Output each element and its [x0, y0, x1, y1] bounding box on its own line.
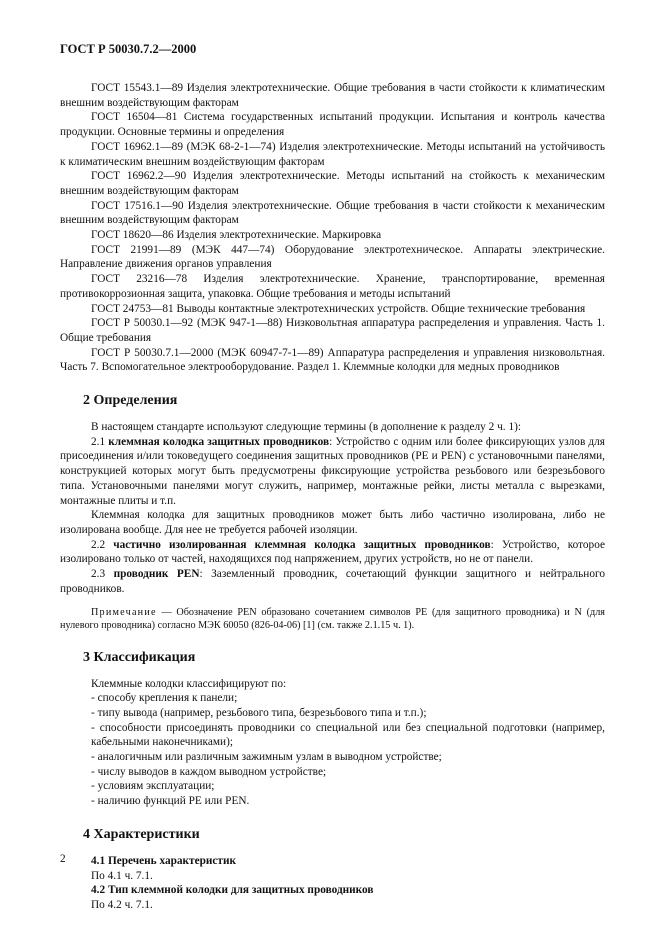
reference-item: ГОСТ 15543.1—89 Изделия электротехнические. Общие требования в части стойкости к климатическим внешним воздействующим факторам: [60, 82, 605, 109]
reference-item: ГОСТ 17516.1—90 Изделия электротехнические. Общие требования в части стойкости к механическим внешним воздействующим факторам: [60, 199, 605, 227]
document-header: ГОСТ Р 50030.7.2—2000: [60, 42, 197, 56]
definition-number: 2.3: [91, 568, 114, 581]
reference-item: ГОСТ Р 50030.7.1—2000 (МЭК 60947-7-1—89) Аппаратура распределения и управления низковольтная. Часть 7. Вспомогательное электрооборудование. Раздел 1. Клеммные колодки для медных проводников: [60, 346, 605, 374]
reference-item: ГОСТ 21991—89 (МЭК 447—74) Оборудование электротехническое. Аппараты электрические. Направление движения органов управления: [60, 243, 605, 271]
definition-term: проводник PEN: [113, 568, 200, 581]
definition-text: : Заземленный проводник, сочетающий функции защитного и нейтрального проводников.: [60, 568, 606, 595]
note-label: Примечание: [91, 606, 157, 618]
reference-item: ГОСТ 16504—81 Система государственных испытаний продукции. Испытания и контроль качества продукции. Основные термины и определения: [60, 111, 605, 139]
reference-item: ГОСТ 23216—78 Изделия электротехнические. Хранение, транспортирование, временная противокоррозионная защита, упаковка. Общие требования и методы испытаний: [60, 273, 605, 300]
list-item: - условиям эксплуатации;: [91, 780, 215, 793]
section-heading-characteristics: 4 Характеристики: [83, 826, 200, 842]
definition-number: 2.1: [91, 435, 109, 448]
list-item: - способу крепления к панели;: [91, 692, 238, 705]
classification-list: [60, 691, 605, 809]
definition-number: 2.2: [91, 538, 114, 551]
subsection-text: По 4.2 ч. 7.1.: [91, 898, 153, 911]
page-number: 2: [60, 853, 66, 865]
subsection-heading: 4.2 Тип клеммной колодки для защитных проводников: [91, 884, 374, 897]
definition-term: частично изолированная клеммная колодка защитных проводников: [113, 538, 491, 551]
section-heading-definitions: 2 Определения: [83, 393, 178, 409]
note-text: — Обозначение PEN образовано сочетанием символов PE (для защитного проводника) и N (для нулевого проводника) согласно МЭК 60050 (826-04-06) [1] (см. также 2.1.15 ч. 1).: [60, 606, 605, 631]
normative-references: [60, 81, 605, 375]
list-item: - аналогичным или различным зажимным узлам в выводном устройстве;: [91, 751, 442, 764]
definition-2-2: [60, 538, 605, 567]
reference-item: ГОСТ 16962.1—89 (МЭК 68-2-1—74) Изделия электротехнические. Методы испытаний на устойчивость к климатическим внешним воздействующим факторам: [60, 140, 605, 168]
insulation-paragraph: Клеммная колодка для защитных проводников может быть либо частично изолирована, либо не изолирована вообще. Для нее не требуется рабочей изоляции.: [60, 509, 605, 536]
definition-note: [60, 606, 605, 632]
list-item: - числу выводов в каждом выводном устройстве;: [91, 765, 327, 778]
reference-item: ГОСТ Р 50030.1—92 (МЭК 947-1—88) Низковольтная аппаратура распределения и управления. Часть 1. Общие требования: [60, 317, 605, 344]
list-item: - способности присоединять проводники со специальной или без специальной подготовки (например, кабельными наконечниками);: [91, 721, 605, 749]
section-heading-classification: 3 Классификация: [83, 649, 196, 665]
list-item: - типу вывода (например, резьбового типа, безрезьбового типа и т.п.);: [91, 706, 427, 719]
classification-intro: Клеммные колодки классифицируют по:: [91, 677, 287, 690]
definition-text: : Устройство с одним или более фиксирующих узлов для присоединения и/или токоведущего соединения защитных проводников (PE и PEN) с установочными панелями, конструкцией которых могут быть предусмотрены фиксирующие устройства резьбового или безрезьбового типа. Установочными панелями могут служить, например, монтажные рейки, листы металла с вырезками, монтажные плиты и т.п.: [60, 435, 605, 507]
definition-text: : Устройство, которое изолировано только от частей, находящихся под напряжением, других устройств, но не от панели.: [60, 538, 605, 566]
subsection-heading: 4.1 Перечень характеристик: [91, 854, 236, 867]
definition-term: клеммная колодка защитных проводников: [108, 435, 330, 448]
document-page: [60, 42, 605, 913]
definition-2-3: [60, 567, 605, 596]
list-item: - наличию функций PE или PEN.: [91, 795, 250, 808]
reference-item: ГОСТ 18620—86 Изделия электротехнические. Маркировка: [91, 229, 382, 242]
reference-item: ГОСТ 24753—81 Выводы контактные электротехнических устройств. Общие технические требования: [91, 302, 586, 315]
reference-item: ГОСТ 16962.2—90 Изделия электротехнические. Методы испытаний на стойкость к механическим внешним воздействующим факторам: [60, 170, 605, 197]
subsection-text: По 4.1 ч. 7.1.: [91, 869, 153, 882]
definition-2-1: [60, 435, 605, 509]
definitions-intro: В настоящем стандарте используют следующие термины (в дополнение к разделу 2 ч. 1):: [91, 421, 522, 434]
